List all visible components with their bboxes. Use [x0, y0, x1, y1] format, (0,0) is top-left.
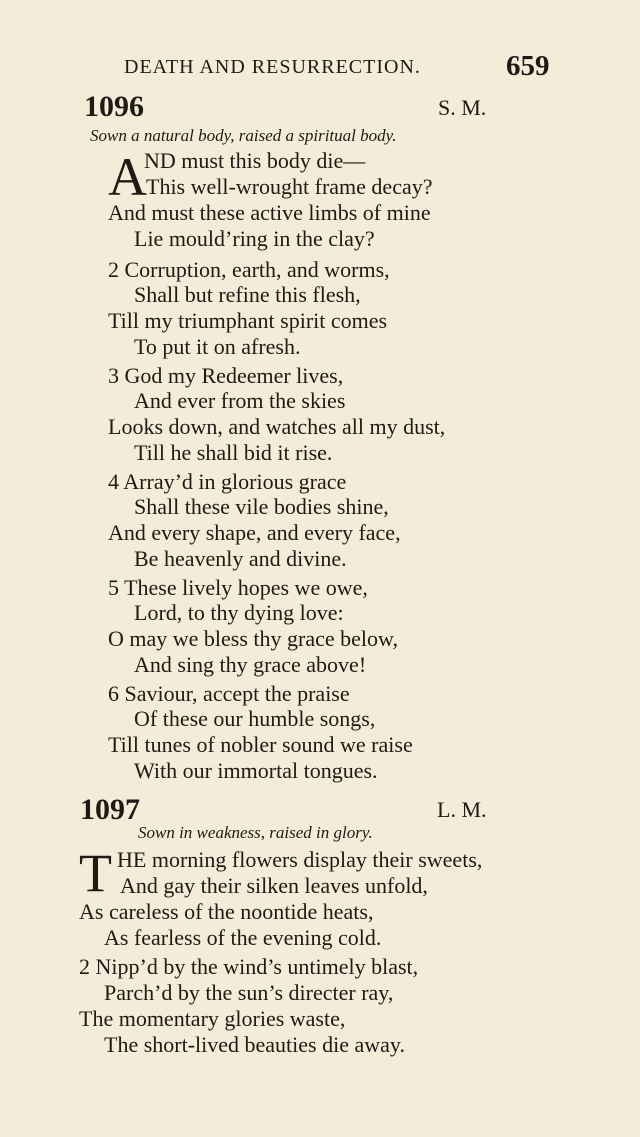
verse-line: And must these active limbs of mine [108, 200, 431, 225]
verse-line: Looks down, and watches all my dust, [108, 414, 446, 439]
verse-line: The short-lived beauties die away. [104, 1032, 405, 1057]
hymn-number: 1097 [80, 793, 140, 826]
verse-line: Shall these vile bodies shine, [134, 494, 389, 519]
hymn-meter: S. M. [438, 95, 487, 120]
verse-line: 2 Corruption, earth, and worms, [108, 257, 390, 282]
verse-line: HE morning flowers display their sweets, [117, 847, 483, 872]
page-number: 659 [506, 50, 550, 82]
verse-line: And every shape, and every face, [108, 520, 401, 545]
verse-line: As fearless of the evening cold. [104, 925, 382, 950]
verse-line: This well-wrought frame decay? [146, 174, 433, 199]
hymn-meter: L. M. [437, 797, 487, 822]
hymn-subtitle: Sown a natural body, raised a spiritual body. [90, 126, 397, 145]
verse-line: 6 Saviour, accept the praise [108, 681, 350, 706]
verse-line: Till he shall bid it rise. [134, 440, 333, 465]
running-head: DEATH AND RESURRECTION. [124, 56, 421, 78]
verse-line: Be heavenly and divine. [134, 546, 347, 571]
verse-line: And sing thy grace above! [134, 652, 367, 677]
verse-line: The momentary glories waste, [79, 1006, 346, 1031]
verse-line: As careless of the noontide heats, [79, 899, 374, 924]
verse-line: ND must this body die— [144, 148, 366, 173]
verse-line: 2 Nipp’d by the wind’s untimely blast, [79, 954, 419, 979]
verse-line: 3 God my Redeemer lives, [108, 363, 344, 388]
verse-line: Till my triumphant spirit comes [108, 308, 388, 333]
drop-cap: A [108, 147, 147, 207]
verse-line: And ever from the skies [134, 388, 346, 413]
verse-line: Lord, to thy dying love: [134, 600, 344, 625]
verse-line: O may we bless thy grace below, [108, 626, 398, 651]
verse-line: 5 These lively hopes we owe, [108, 575, 368, 600]
verse-line: Of these our humble songs, [134, 706, 376, 731]
verse-line: 4 Array’d in glorious grace [108, 469, 347, 494]
verse-line: With our immortal tongues. [134, 758, 378, 783]
hymn-number: 1096 [84, 90, 144, 123]
verse-line: To put it on afresh. [134, 334, 301, 359]
drop-cap: T [79, 843, 112, 903]
verse-line: Till tunes of nobler sound we raise [108, 732, 413, 757]
hymn-subtitle: Sown in weakness, raised in glory. [138, 823, 373, 842]
verse-line: And gay their silken leaves unfold, [120, 873, 428, 898]
verse-line: Parch’d by the sun’s directer ray, [104, 980, 394, 1005]
verse-line: Lie mould’ring in the clay? [134, 226, 375, 251]
verse-line: Shall but refine this flesh, [134, 282, 361, 307]
